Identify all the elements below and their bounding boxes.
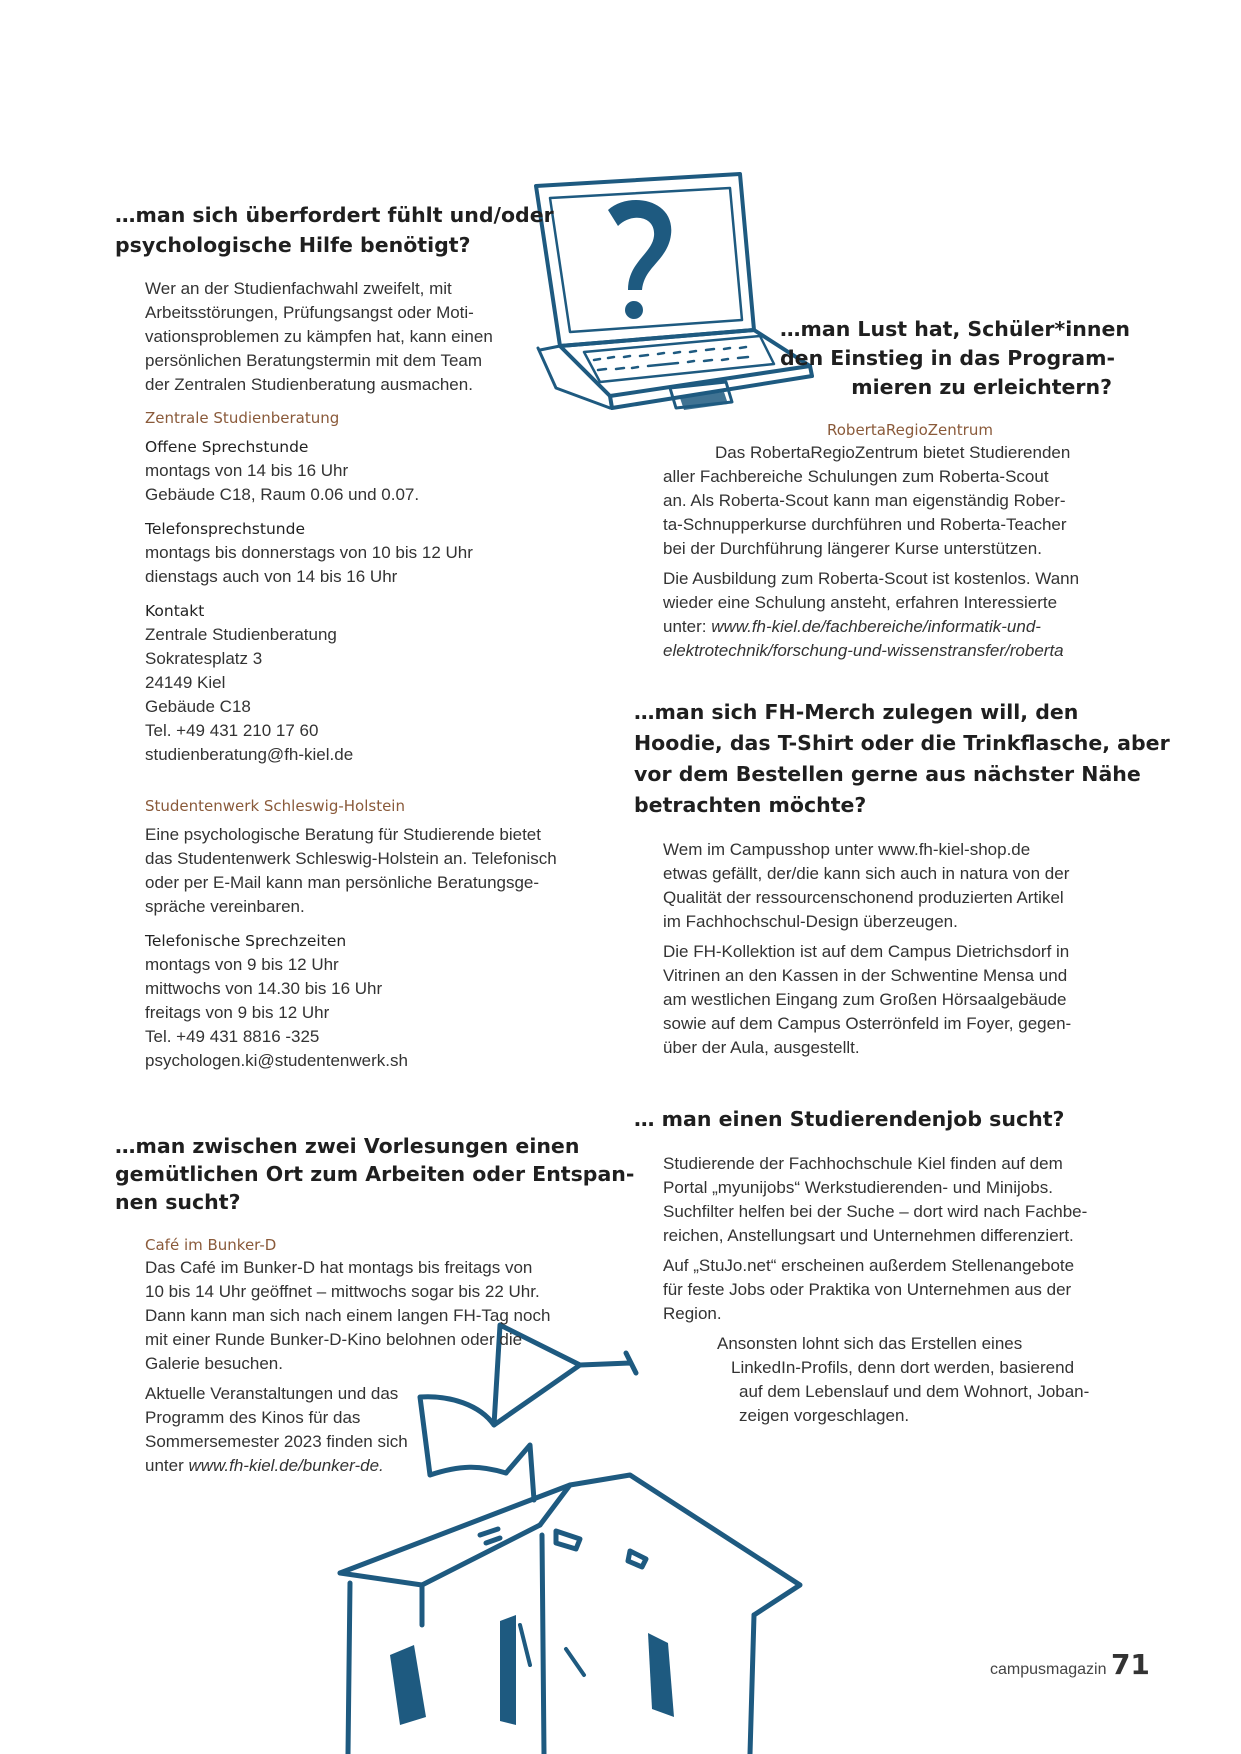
body-line: persönlichen Beratungstermin mit dem Team [145, 351, 483, 370]
body-line [145, 1454, 550, 1478]
section-roberta-heading [780, 315, 1130, 402]
heading-line: …man Lust hat, Schüler*innen [780, 317, 1130, 341]
body-line: zeigen vorgeschlagen. [739, 1406, 910, 1425]
link-prefix: unter [145, 1456, 189, 1475]
body-line: Gebäude C18, Raum 0.06 und 0.07. [145, 485, 420, 504]
body-line: Das Café im Bunker-D hat montags bis freitags von [145, 1258, 533, 1277]
section-job-body [663, 1152, 1089, 1428]
section-overload-heading [115, 200, 554, 260]
body-line: freitags von 9 bis 12 Uhr [145, 1003, 330, 1022]
heading-line: vor dem Bestellen gerne aus nächster Nähe [634, 762, 1141, 786]
body-line: etwas gefällt, der/die kann sich auch in natura von der [663, 864, 1070, 883]
contact-label: Kontakt [145, 602, 205, 620]
contact-email: psychologen.ki@studentenwerk.sh [145, 1051, 408, 1070]
body-line: Die Ausbildung zum Roberta-Scout ist kostenlos. Wann [663, 569, 1080, 588]
roberta-link-cont[interactable]: elektrotechnik/forschung-und-wissenstransfer/roberta [663, 641, 1064, 660]
body-line: Das RobertaRegioZentrum bietet Studierenden [715, 443, 1071, 462]
heading-line: … man einen Studierendenjob sucht? [634, 1107, 1065, 1131]
body-line: sowie auf dem Campus Osterrönfeld im Foyer, gegen- [663, 1014, 1072, 1033]
body-line: Galerie besuchen. [145, 1354, 283, 1373]
body-line: oder per E-Mail kann man persönliche Beratungsge- [145, 873, 540, 892]
body-line: an. Als Roberta-Scout kann man eigenständig Rober- [663, 491, 1066, 510]
org-name: RobertaRegioZentrum [827, 421, 993, 439]
body-line: Sommersemester 2023 finden sich [145, 1432, 408, 1451]
body-line: spräche vereinbaren. [145, 897, 305, 916]
office-hours-label: Offene Sprechstunde [145, 438, 309, 456]
body-line: Auf „StuJo.net“ erscheinen außerdem Stellenangebote [663, 1256, 1075, 1275]
body-line: montags von 9 bis 12 Uhr [145, 955, 339, 974]
body-line: für feste Jobs oder Praktika von Unternehmen aus der [663, 1280, 1072, 1299]
place-name: Café im Bunker-D [145, 1236, 277, 1254]
section-roberta-body [663, 419, 1079, 663]
roberta-link[interactable]: www.fh-kiel.de/fachbereiche/informatik-und- [711, 617, 1041, 636]
body-line: 10 bis 14 Uhr geöffnet – mittwochs sogar bis 22 Uhr. [145, 1282, 540, 1301]
phone-hours-label: Telefonsprechstunde [145, 520, 305, 538]
body-line: aller Fachbereiche Schulungen zum Roberta-Scout [663, 467, 1049, 486]
heading-line: …man zwischen zwei Vorlesungen einen [115, 1134, 580, 1158]
body-line: Dann kann man sich nach einem langen FH-Tag noch [145, 1306, 551, 1325]
heading-line: den Einstieg in das Program- [780, 346, 1115, 370]
section-break-body [145, 1234, 550, 1478]
body-line: Eine psychologische Beratung für Studierende bietet [145, 825, 541, 844]
body-line [663, 615, 1079, 639]
body-line: montags von 14 bis 16 Uhr [145, 461, 349, 480]
link-prefix: unter: [663, 617, 712, 636]
body-line: LinkedIn-Profils, denn dort werden, basierend [731, 1358, 1075, 1377]
body-line: Wem im Campusshop unter www.fh-kiel-shop.de [663, 840, 1031, 859]
body-line: über der Aula, ausgestellt. [663, 1038, 860, 1057]
body-line: Wer an der Studienfachwahl zweifelt, mit [145, 279, 452, 298]
section-break-heading [115, 1132, 634, 1216]
org2-hours-label: Telefonische Sprechzeiten [145, 932, 347, 950]
contact-line: Gebäude C18 [145, 697, 251, 716]
body-line: im Fachhochschul-Design überzeugen. [663, 912, 958, 931]
body-line: Tel. +49 431 8816 -325 [145, 1027, 320, 1046]
body-line: Suchfilter helfen bei der Suche – dort wird nach Fachbe- [663, 1202, 1088, 1221]
contact-line: 24149 Kiel [145, 673, 226, 692]
section-job-heading [634, 1104, 1064, 1134]
org2-name: Studentenwerk Schleswig-Holstein [145, 797, 405, 815]
org-name: Zentrale Studienberatung [145, 409, 340, 427]
section-merch-body [663, 838, 1071, 1060]
body-line: Studierende der Fachhochschule Kiel finden auf dem [663, 1154, 1063, 1173]
body-line: Arbeitsstörungen, Prüfungsangst oder Moti- [145, 303, 474, 322]
contact-line: Zentrale Studienberatung [145, 625, 337, 644]
body-line: dienstags auch von 14 bis 16 Uhr [145, 567, 398, 586]
page-number: 71 [1110, 1648, 1150, 1681]
body-line: am westlichen Eingang zum Großen Hörsaalgebäude [663, 990, 1067, 1009]
body-line: der Zentralen Studienberatung ausmachen. [145, 375, 473, 394]
heading-line: mieren zu erleichtern? [851, 375, 1112, 399]
contact-email: studienberatung@fh-kiel.de [145, 745, 354, 764]
body-line: mit einer Runde Bunker-D-Kino belohnen oder die [145, 1330, 523, 1349]
contact-line: Sokratesplatz 3 [145, 649, 263, 668]
heading-line: Hoodie, das T-Shirt oder die Trinkflasche, aber [634, 731, 1170, 755]
body-line: das Studentenwerk Schleswig-Holstein an. Telefonisch [145, 849, 557, 868]
page-footer [990, 1648, 1150, 1681]
bunker-link[interactable]: www.fh-kiel.de/bunker-de. [188, 1456, 384, 1475]
body-line: Portal „myunijobs“ Werkstudierenden- und Minijobs. [663, 1178, 1053, 1197]
body-line: Vitrinen an den Kassen in der Schwentine Mensa und [663, 966, 1068, 985]
laptop-question-mark-icon [530, 170, 820, 450]
contact-line: Tel. +49 431 210 17 60 [145, 721, 319, 740]
body-line: bei der Durchführung längerer Kurse unterstützen. [663, 539, 1042, 558]
section-overload-body [145, 277, 557, 1073]
body-line: reichen, Anstellungsart und Unternehmen differenziert. [663, 1226, 1074, 1245]
body-line: Qualität der ressourcenschonend produzierten Artikel [663, 888, 1064, 907]
body-line: Programm des Kinos für das [145, 1408, 361, 1427]
heading-line: betrachten möchte? [634, 793, 867, 817]
body-line: vationsproblemen zu kämpfen hat, kann einen [145, 327, 493, 346]
heading-line: …man sich überfordert fühlt und/oder [115, 203, 554, 227]
heading-line: …man sich FH-Merch zulegen will, den [634, 700, 1079, 724]
body-line: Aktuelle Veranstaltungen und das [145, 1384, 399, 1403]
heading-line: nen sucht? [115, 1190, 241, 1214]
body-line: ta-Schnupperkurse durchführen und Roberta-Teacher [663, 515, 1067, 534]
body-line: Ansonsten lohnt sich das Erstellen eines [717, 1334, 1023, 1353]
body-line [663, 639, 1079, 663]
magazine-name: campusmagazin [990, 1661, 1107, 1678]
heading-line: gemütlichen Ort zum Arbeiten oder Entspan- [115, 1162, 635, 1186]
heading-line: psychologische Hilfe benötigt? [115, 233, 471, 257]
body-line: montags bis donnerstags von 10 bis 12 Uhr [145, 543, 473, 562]
body-line: auf dem Lebenslauf und dem Wohnort, Joban- [739, 1382, 1090, 1401]
body-line: Region. [663, 1304, 722, 1323]
body-line: mittwochs von 14.30 bis 16 Uhr [145, 979, 383, 998]
body-line: wieder eine Schulung ansteht, erfahren Interessierte [663, 593, 1058, 612]
section-merch-heading [634, 697, 1170, 821]
body-line: Die FH-Kollektion ist auf dem Campus Dietrichsdorf in [663, 942, 1070, 961]
